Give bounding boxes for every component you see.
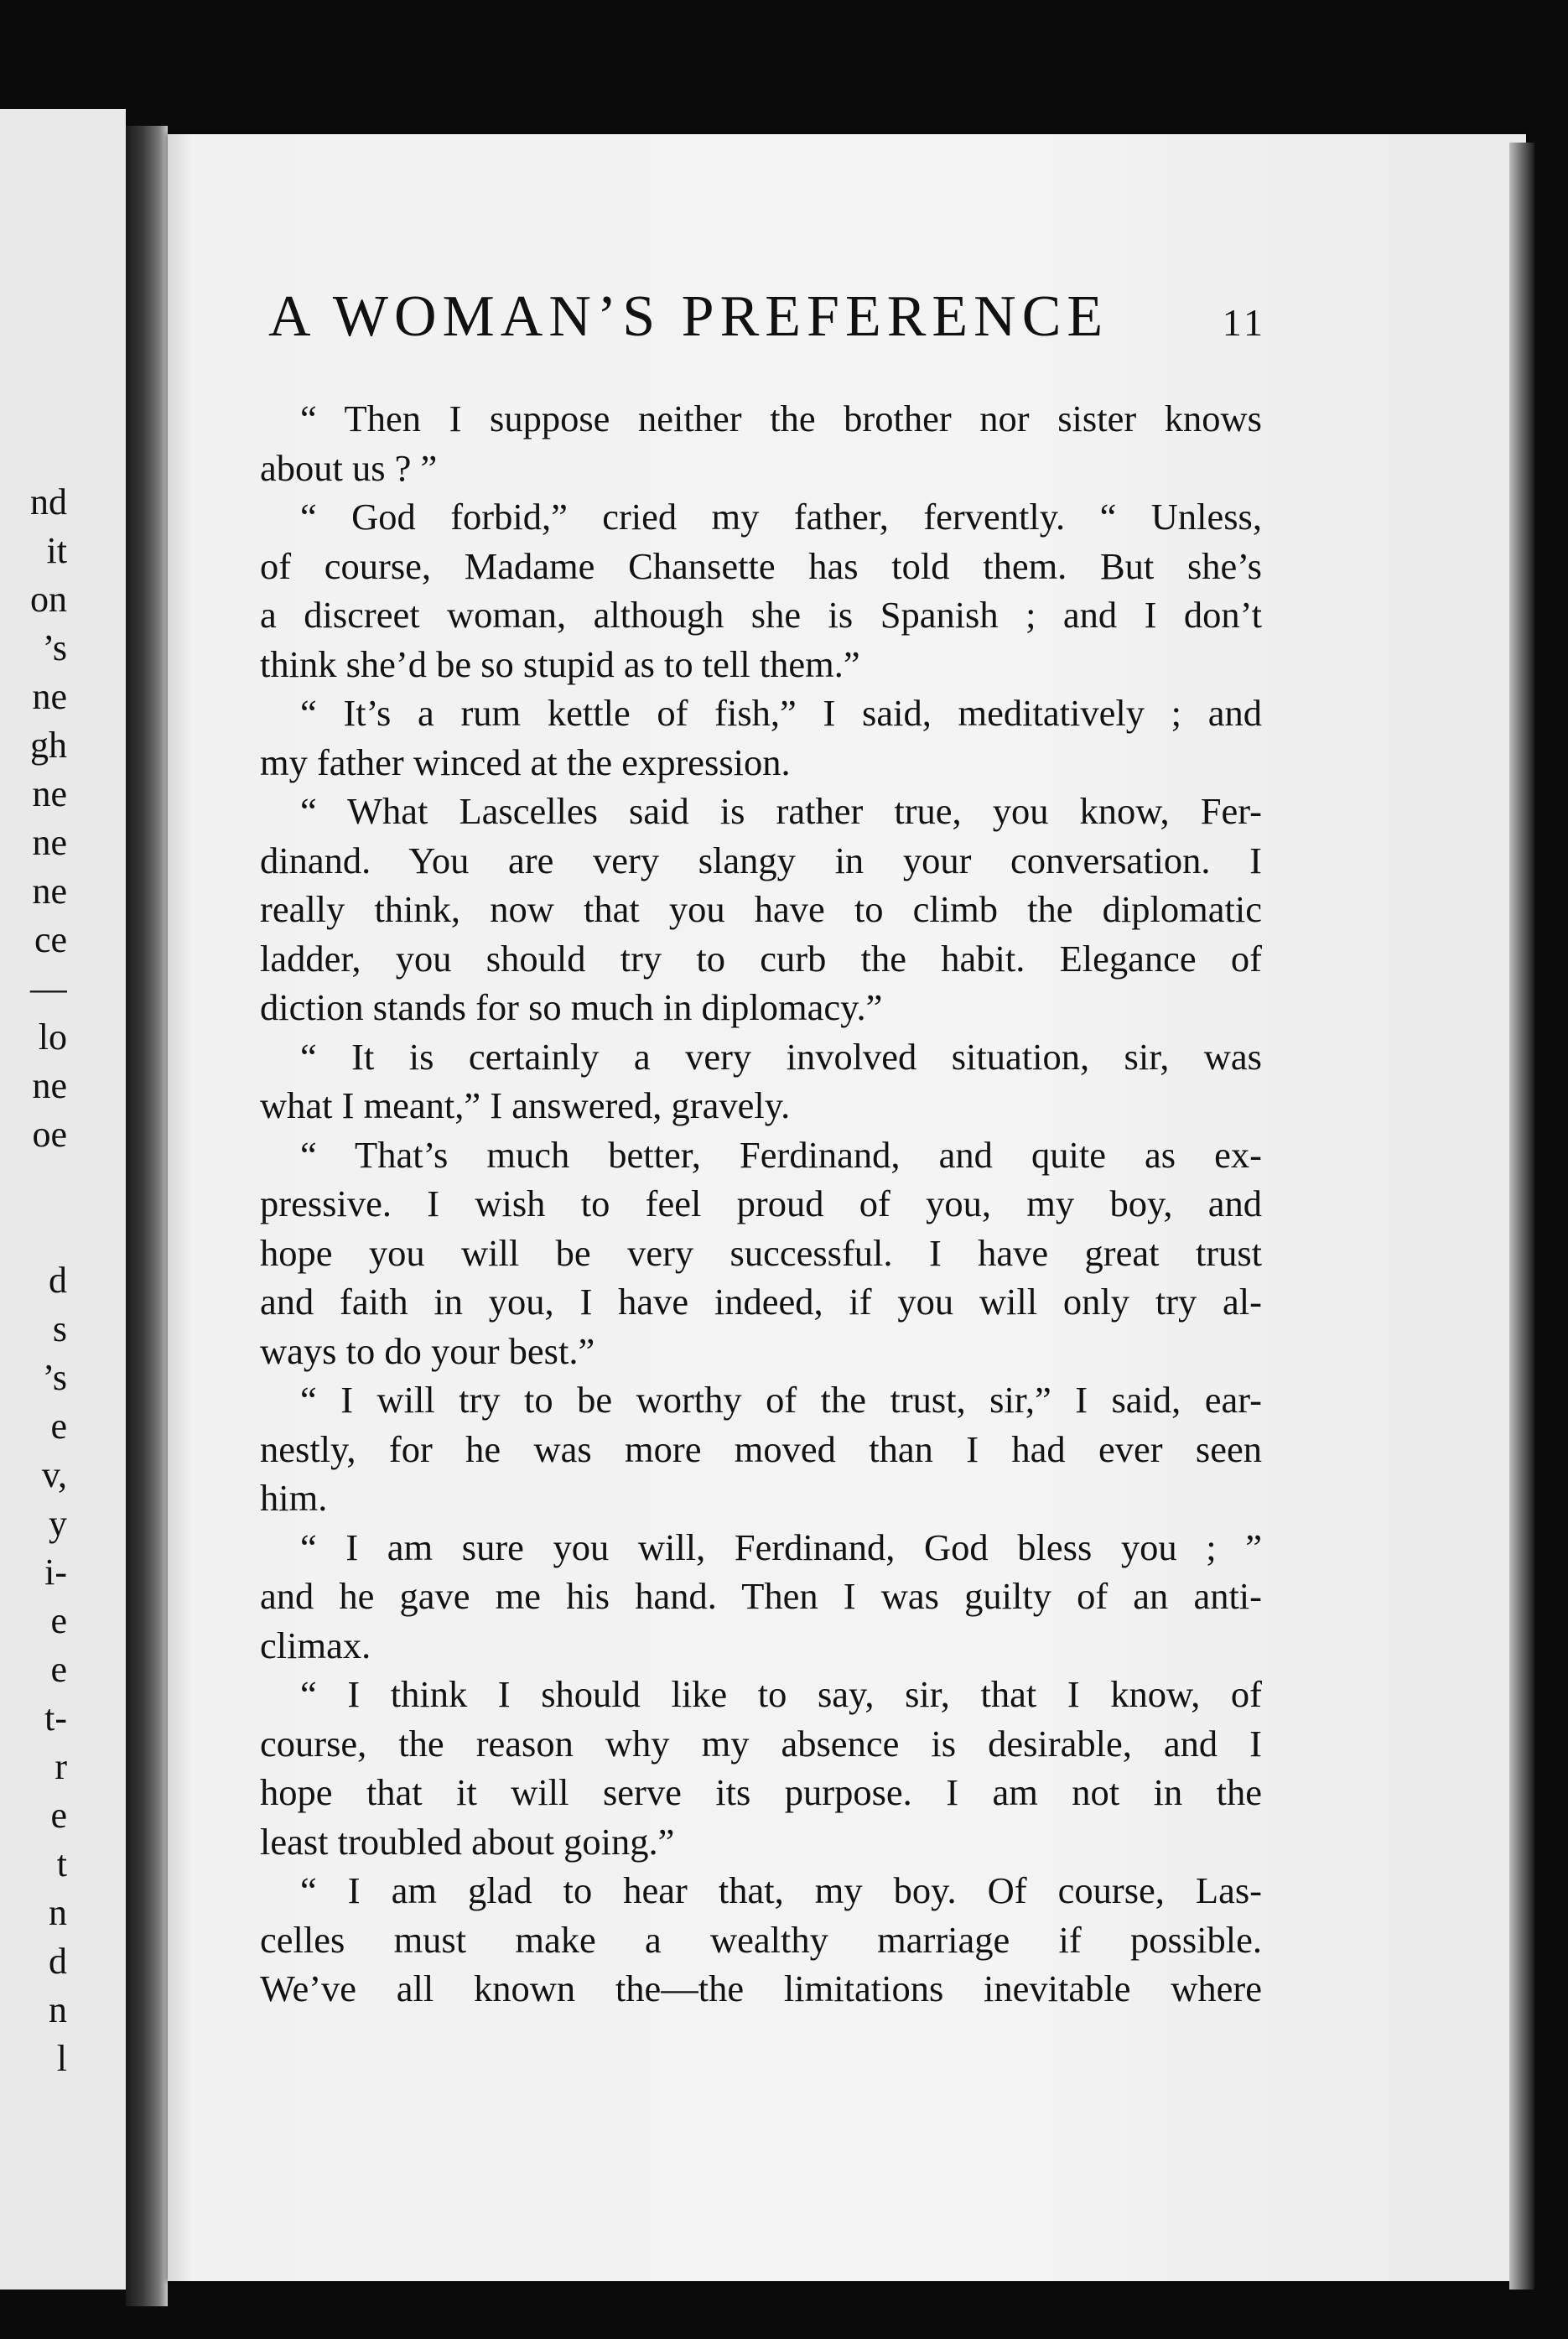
previous-page-fragment: l (56, 2038, 67, 2079)
text-line: ladder, you should try to curb the habit. Elegance of (260, 937, 1262, 980)
text-line: climax. (260, 1624, 371, 1666)
previous-page-fragment: d (49, 1941, 67, 1982)
text-line: dinand. You are very slangy in your conversation. I (260, 839, 1262, 881)
previous-page-fragment: y (49, 1503, 67, 1544)
body-text (260, 394, 1262, 2014)
text-line: of course, Madame Chansette has told them. But she’s (260, 544, 1262, 587)
text-line: “ It is certainly a very involved situation, sir, was (300, 1035, 1262, 1078)
previous-page-fragment: e (50, 1795, 67, 1836)
previous-page-fragment: e (50, 1600, 67, 1641)
text-line: him. (260, 1477, 328, 1519)
previous-page-fragment: gh (30, 725, 67, 766)
previous-page-fragment: on (30, 579, 67, 620)
running-title: A WOMAN’S PREFERENCE (268, 284, 1109, 349)
text-line: ways to do your best.” (260, 1329, 595, 1372)
previous-page-edge (0, 109, 126, 2290)
text-line: and faith in you, I have indeed, if you will only try al- (260, 1281, 1262, 1323)
text-line: what I meant,” I answered, gravely. (260, 1084, 791, 1126)
text-line: celles must make a wealthy marriage if possible. (260, 1918, 1262, 1961)
previous-page-fragment: — (30, 968, 67, 1009)
previous-page-fragment: ne (32, 773, 67, 814)
text-line: “ Then I suppose neither the brother nor sister knows (300, 398, 1262, 439)
text-line: hope that it will serve its purpose. I am not in the (260, 1771, 1262, 1813)
previous-page-fragment: t- (44, 1697, 67, 1739)
previous-page-fragment: ne (32, 676, 67, 717)
text-line: and he gave me his hand. Then I was guilty of an anti- (260, 1575, 1262, 1617)
previous-page-fragment: ’s (42, 627, 67, 668)
text-line: nestly, for he was more moved than I had ever seen (260, 1427, 1262, 1470)
previous-page-fragment: s (52, 1308, 67, 1349)
previous-page-fragment: ’s (42, 1357, 67, 1398)
previous-page-fragment: v, (41, 1454, 67, 1495)
previous-page-fragment: r (55, 1746, 67, 1787)
previous-page-fragment: e (50, 1649, 67, 1690)
previous-page-fragment: oe (32, 1114, 67, 1155)
previous-page-fragment: ne (32, 871, 67, 912)
text-line: pressive. I wish to feel proud of you, my boy, and (260, 1182, 1262, 1224)
previous-page-fragment: n (49, 1989, 67, 2030)
previous-page-fragment: t (56, 1843, 67, 1884)
previous-page-fragment (0, 1208, 67, 1256)
previous-page-text-fragments (0, 478, 67, 2083)
book-gutter (126, 126, 168, 2306)
text-line: “ God forbid,” cried my father, fervently. “ Unless, (300, 496, 1262, 538)
text-line: “ I am glad to hear that, my boy. Of course, Las- (300, 1869, 1262, 1911)
text-line: We’ve all known the—the limitations inevitable where (260, 1967, 1262, 2009)
previous-page-fragment: e (50, 1406, 67, 1447)
text-line: course, the reason why my absence is desirable, and I (260, 1722, 1262, 1765)
previous-page-fragment: it (46, 530, 67, 571)
text-line: hope you will be very successful. I have great trust (260, 1231, 1262, 1274)
text-line: diction stands for so much in diplomacy.” (260, 986, 883, 1028)
previous-page-fragment (0, 1159, 67, 1208)
running-head (268, 283, 1266, 351)
previous-page-fragment: lo (38, 1016, 67, 1058)
text-line: about us ? ” (260, 446, 438, 489)
text-line: my father winced at the expression. (260, 741, 791, 783)
text-line: “ I think I should like to say, sir, that I know, of (300, 1673, 1262, 1715)
text-line: least troubled about going.” (260, 1820, 675, 1863)
previous-page-fragment: i- (44, 1552, 67, 1593)
previous-page-fragment: ne (32, 822, 67, 863)
text-line: “ That’s much better, Ferdinand, and quite as ex- (300, 1133, 1262, 1176)
previous-page-fragment: ne (32, 1065, 67, 1106)
page-number: 11 (1222, 301, 1266, 344)
text-line: think she’d be so stupid as to tell them.” (260, 642, 860, 685)
text-line: “ I will try to be worthy of the trust, sir,” I said, ear- (300, 1379, 1262, 1421)
previous-page-fragment: nd (30, 481, 67, 522)
previous-page-fragment: ce (34, 919, 67, 960)
text-line: “ What Lascelles said is rather true, you know, Fer- (300, 790, 1262, 832)
text-line: a discreet woman, although she is Spanish ; and I don’t (260, 594, 1262, 636)
text-line: “ I am sure you will, Ferdinand, God bless you ; ” (300, 1526, 1262, 1568)
previous-page-fragment: n (49, 1892, 67, 1933)
page-edge-shadow (1509, 143, 1534, 2290)
text-line: really think, now that you have to climb the diplomatic (260, 888, 1262, 930)
previous-page-fragment: d (49, 1260, 67, 1301)
text-line: “ It’s a rum kettle of fish,” I said, meditatively ; and (300, 692, 1262, 734)
